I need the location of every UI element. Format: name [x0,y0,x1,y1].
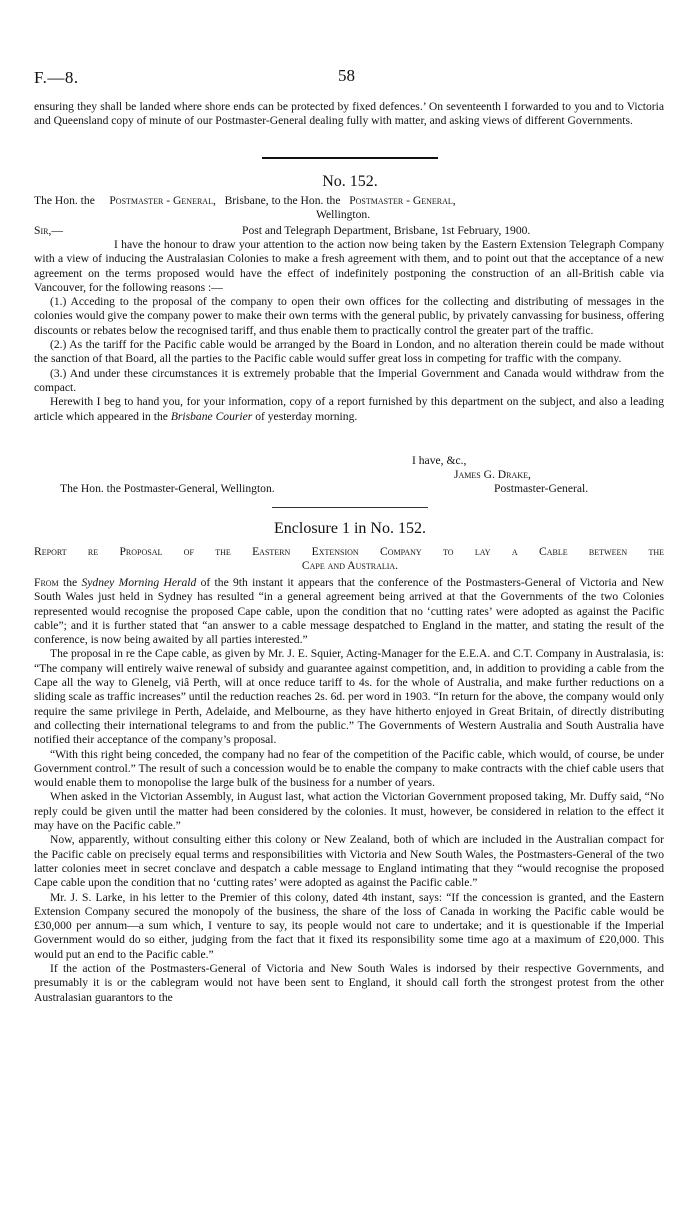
signatory-title: Postmaster-General. [494,482,589,495]
section-reference: F.—8. [34,68,79,87]
enclosure-paragraph-3: “With this right being conceded, the company had no fear of the competition of the Pacific cable, which would, of course, be under Government control.” The result of such a concession would be to enable the company to make contracts with the chief cable users that would enable them to monopolise the large bulk of the business for a number of years. [34,747,664,790]
dateline: Post and Telegraph Department, Brisbane, 1st February, 1900. [242,224,531,237]
letter-body [34,238,664,424]
addressee: The Hon. the Postmaster-General, Wellington. [60,482,275,495]
section-divider [262,157,438,159]
reason-2: (2.) As the tariff for the Pacific cable would be arranged by the Board in London, and no alteration therein could be made without the sanction of that Board, all the parties to the Pacific cable would suffer great loss in competing for traffic with the company. [34,338,664,366]
from-title: Postmaster - General, [109,194,216,207]
reason-3: (3.) And under these circumstances it is extremely probable that the Imperial Government and Canada would withdraw from the compact. [34,366,664,394]
report-heading-line-1: Report re Proposal of the Eastern Extension Company to lay a Cable between the [34,545,664,558]
enclosure-paragraph-4: When asked in the Victorian Assembly, in August last, what action the Victorian Government proposed taking, Mr. Duffy said, “No reply could be given until the matter had been considered by the colonies. It must, however, be considered in relation to the effect it may have on the Pacific cable.” [34,790,664,833]
salutation: Sir,— [34,224,63,237]
letter-paragraph-1: I have the honour to draw your attention to the action now being taken by the Eastern Extension Telegraph Company with a view of inducing the Australasian Colonies to make a fresh agreement with them, and to point out that the acceptance of a new agreement on the terms proposed would have the effect of indefinitely postponing the construction of an all-British cable via Vancouver, for the following reasons :— [34,238,664,294]
closing: I have, &c., [412,454,467,467]
enclosure-paragraph-5: Now, apparently, without consulting either this colony or New Zealand, both of which are included in the Australian compact for the Pacific cable on precisely equal terms and responsibilities with Victoria and New South Wales, the Postmasters-General of the two latter colonies meet in secret conclave and despatch a cable message to England intimating that they “would recognise the proposed Cape cable upon the condition that no ‘cutting rates’ were adopted as against the Pacific cable.” [34,833,664,890]
letter-to-place: Wellington. [316,208,371,221]
to-title: Postmaster - General, [349,194,456,207]
signatory: James G. Drake, [454,468,531,481]
enclosure-paragraph-7: If the action of the Postmasters-General of Victoria and New South Wales is indorsed by their respective Governments, and presumably it is or the cablegram would not have been sent to England, it should call forth the strongest protest from the other Australasian guarantors to the [34,962,664,1004]
page-number: 58 [338,66,355,85]
letter-number: No. 152. [322,173,378,190]
enclosure-paragraph-6: Mr. J. S. Larke, in his letter to the Premier of this colony, dated 4th instant, says: “If the concession is granted, and the Eastern Extension Company secured the monopoly of the business, the share of the loss of Canada in working the Pacific cable would be £30,000 per annum—a sum which, I venture to say, its people would not care to undertake; and it is questionable if the Imperial Government would do so either, judging from the fact that it fixed its responsibility some time ago at a maximum of £20,000. This would put an end to the Pacific cable.” [34,890,664,961]
enclosure-paragraph-2: The proposal in re the Cape cable, as given by Mr. J. E. Squier, Acting-Manager for the E.E.A. and C.T. Company in Australasia, is: “The company will entirely waive renewal of subsidy and guarantee against competition, and, in addition to providing a cable from the Cape all the way to Glenelg, viâ Perth, will at once reduce tariff to 4s. for the whole of Australia, and make further reductions on a sliding scale as traffic increases” until the reduction reaches 2s. 6d. per word in 1903. “In return for the above, the company would only require the same privilege in Perth, Adelaide, and Melbourne, as they have hitherto enjoyed in Great Britain, of directly distributing and collecting their international telegrams to and from the public.” The Governments of Western Australia and South Australia have notified their acceptance of the company’s proposal. [34,647,664,747]
newspaper-title: Sydney Morning Herald [81,576,197,589]
enclosure-title: Enclosure 1 in No. 152. [274,520,426,537]
letter-from-line: The Hon. the Postmaster - General, Brisbane, to the Hon. the Postmaster - General, [34,194,456,207]
newspaper-title: Brisbane Courier [170,409,253,423]
enclosure-body [34,576,664,1005]
report-heading-line-2: Cape and Australia. [301,559,399,572]
enclosure-divider [272,507,428,508]
intro-paragraph: ensuring they shall be landed where shore ends can be protected by fixed defences.’ On seventeenth I forwarded to you and to Victoria and Queensland copy of minute of our Postmaster-General dealing fully with matter, and asking views of different Governments. [34,100,664,128]
letter-paragraph-2: Herewith I beg to hand you, for your information, copy of a report furnished by this department on the subject, and also a leading article which appeared in the Brisbane Courier of yesterday morning. [34,395,664,423]
reason-1: (1.) Acceding to the proposal of the company to open their own offices for the collecting and distributing of messages in the colonies would give the company power to make their own terms with the general public, by privately canvassing for business, offering discounts or rebates below the recognised tariff, and thus enable them to practically control the greater part of the traffic. [34,295,664,337]
enclosure-paragraph-1: From the Sydney Morning Herald of the 9th instant it appears that the conference of the Postmasters-General of Victoria and New South Wales just held in Sydney has resulted “in a general agreement being arrived at that the Governments of the two Colonies represented would recognise the proposed Cape cable, upon the condition that no ‘cutting rates’ were adopted as against the Pacific cable”; and it is further stated that “an answer to a cable message despatched to England in the matter, and stating the result of the conference, is now being awaited by all parties interested.” [34,576,664,647]
